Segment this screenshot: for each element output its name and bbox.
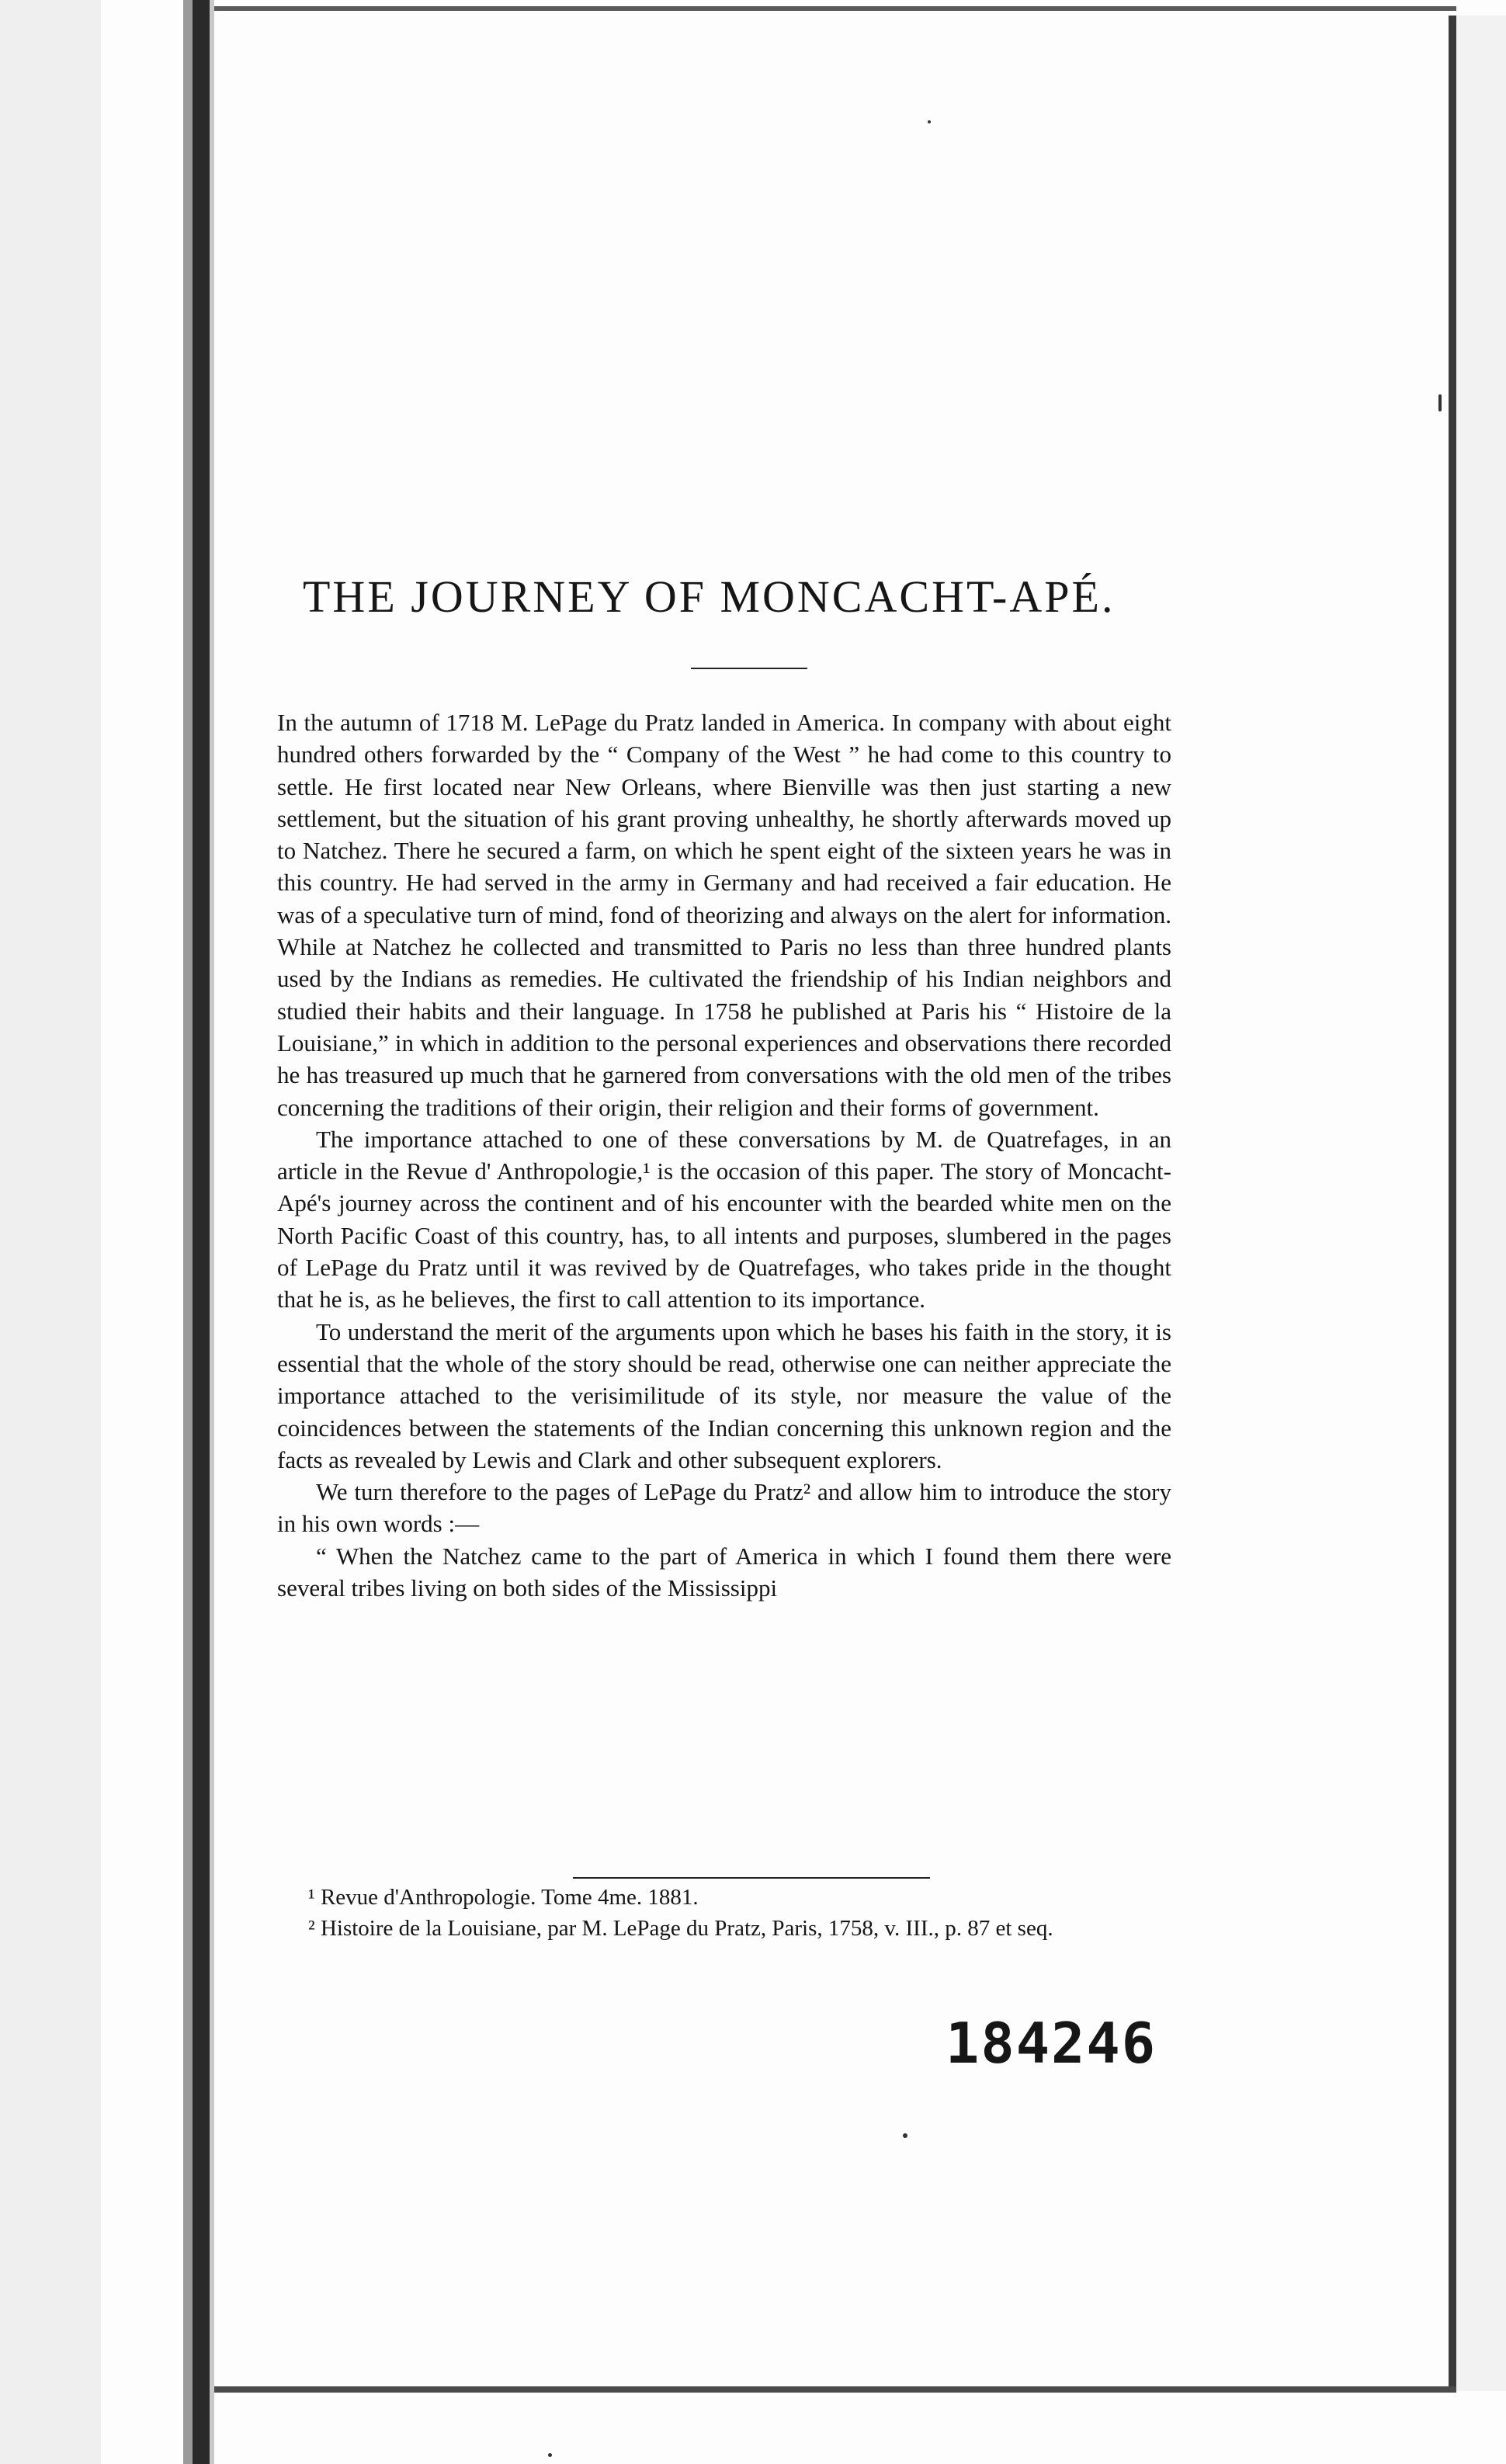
article-body [277,706,1171,1604]
footnote-rule [573,1877,930,1879]
binding-highlight [210,0,214,2464]
binding-shadow [183,0,193,2464]
margin-left [0,0,101,2464]
page-title: THE JOURNEY OF MONCACHT-APÉ. [303,571,1116,622]
scan-speck [548,2453,552,2457]
page-edge-right [1449,16,1456,2391]
scan-speck [928,120,931,123]
footnote: ¹ Revue d'Anthropologie. Tome 4me. 1881. [308,1885,699,1910]
page-edge-top [214,6,1456,11]
accession-stamp: 184246 [946,2011,1157,2076]
margin-right [1456,16,1506,2391]
page-edge-bottom [214,2386,1456,2393]
scan-mark [1438,394,1442,411]
footnotes [277,1882,1171,1944]
binding-edge [193,0,210,2464]
paragraph: To understand the merit of the arguments upon which he bases his faith in the story, it is essential that the whole of the story should be read, otherwise one can neither appreciate the importance attached to the verisimilitude of its style, nor measure the value of the coincidences between the statements of the Indian concerning this unknown region and the facts as revealed by Lewis and Clark and other subsequent explorers. [277,1317,1171,1473]
paragraph: The importance attached to one of these conversations by M. de Quatrefages, in an article in the Revue d' Anthropologie,¹ is the occasion of this paper. The story of Moncacht-Apé's journey across the continent and of his encounter with the bearded white men on the North Pacific Coast of this country, has, to all intents and purposes, slumbered in the pages of LePage du Pratz until it was revived by de Quatrefages, who takes pride in the thought that he is, as he believes, the first to call attention to its importance. [277,1125,1171,1314]
paragraph: In the autumn of 1718 M. LePage du Pratz landed in America. In company with about eight hundred others forwarded by the “ Company of the West ” he had come to this country to settle. He first located near New Orleans, where Bienville was then just starting a new settlement, but the situation of his grant proving unhealthy, he shortly afterwards moved up to Natchez. There he secured a farm, on which he spent eight of the sixteen years he was in this country. He had served in the army in Germany and had received a fair education. He was of a speculative turn of mind, fond of theorizing and always on the alert for information. While at Natchez he collected and transmitted to Paris no less than three hundred plants used by the Indians as remedies. He cultivated the friendship of his Indian neighbors and studied their habits and their language. In 1758 he published at Paris his “ Histoire de la Louisiane,” in which in addition to the personal experiences and observations there recorded he has treasured up much that he garnered from conversations with the old men of the tribes concerning the traditions of their origin, their religion and their forms of government. [277,709,1171,1121]
title-rule [691,668,807,669]
footnote: ² Histoire de la Louisiane, par M. LePage du Pratz, Paris, 1758, v. III., p. 87 et seq. [308,1916,1053,1941]
paragraph: We turn therefore to the pages of LePage du Pratz² and allow him to introduce the story in his own words :— [277,1478,1171,1538]
scan-speck [903,2133,907,2138]
paragraph: “ When the Natchez came to the part of America in which I found them there were several tribes living on both sides of the Mississippi [277,1542,1171,1602]
